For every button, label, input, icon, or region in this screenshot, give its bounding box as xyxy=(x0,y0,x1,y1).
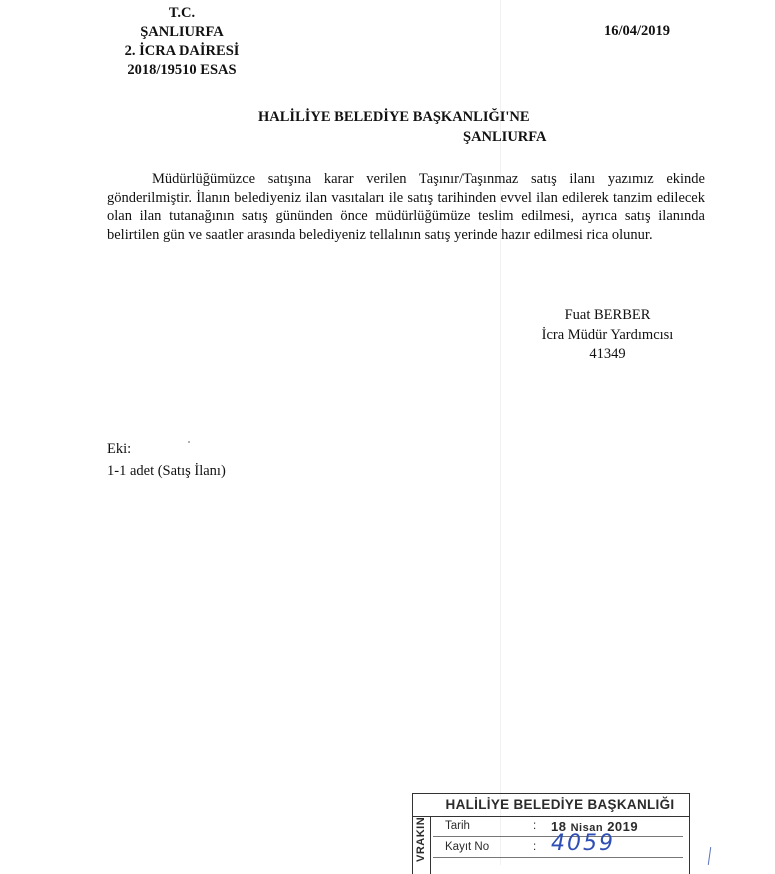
registry-stamp xyxy=(412,793,690,874)
enclosure-block xyxy=(107,438,226,482)
header-line-tc: T.C. xyxy=(168,5,196,21)
stamp-title: HALİLİYE BELEDİYE BAŞKANLIĞI xyxy=(413,794,689,817)
issuer-header xyxy=(92,4,272,80)
stamp-row-registration xyxy=(433,831,683,858)
signer-number: 41349 xyxy=(589,346,626,362)
signer-name: Fuat BERBER xyxy=(564,307,651,323)
stamp-registration-colon: : xyxy=(533,841,537,853)
document-date: 16/04/2019 xyxy=(604,23,671,39)
header-line-case-number: 2018/19510 ESAS xyxy=(127,62,237,78)
stamp-side-label xyxy=(413,816,431,874)
stamp-registration-label: Kayıt No xyxy=(445,841,490,853)
stamp-date-colon: : xyxy=(533,820,537,832)
stamp-row-divider-2 xyxy=(433,857,683,858)
recipient-city: ŞANLIURFA xyxy=(463,129,547,145)
header-line-office: 2. İCRA DAİRESİ xyxy=(124,43,240,59)
stamp-side-text: VRAKIN xyxy=(415,816,427,862)
recipient-name: HALİLİYE BELEDİYE BAŞKANLIĞI'NE xyxy=(258,109,530,125)
stamp-date-year: 2019 xyxy=(607,819,639,834)
enclosure-item: 1-1 adet (Satış İlanı) xyxy=(107,463,226,479)
pen-stroke-mark xyxy=(708,847,711,865)
stamp-registration-number: 4059 xyxy=(551,831,615,856)
header-line-city: ŞANLIURFA xyxy=(140,24,224,40)
stamp-date-month: Nisan xyxy=(570,822,604,834)
enclosure-label: Eki: xyxy=(107,441,132,457)
signer-title: İcra Müdür Yardımcısı xyxy=(541,326,674,343)
letter-body: Müdürlüğümüzce satışına karar verilen Taşınır/Taşınmaz satış ilanı yazımız ekinde gönderilmiştir. İlanın belediyeniz ilan vasıtaları ile satış tarihinden evvel ilan edilerek tanzim edilecek olan ilan tutanağının satış gününden önce müdürlüğümüze teslim edilmesi, ayrıca satış ilanında belirtilen gün ve saatler arasında belediyeniz tellalının satış yerinde hazır edilmesi rica olunur. xyxy=(107,171,705,243)
recipient-block xyxy=(258,107,547,147)
stamp-date-label: Tarih xyxy=(445,820,470,832)
stamp-date-day: 18 xyxy=(551,819,567,834)
signature-block xyxy=(520,306,695,365)
